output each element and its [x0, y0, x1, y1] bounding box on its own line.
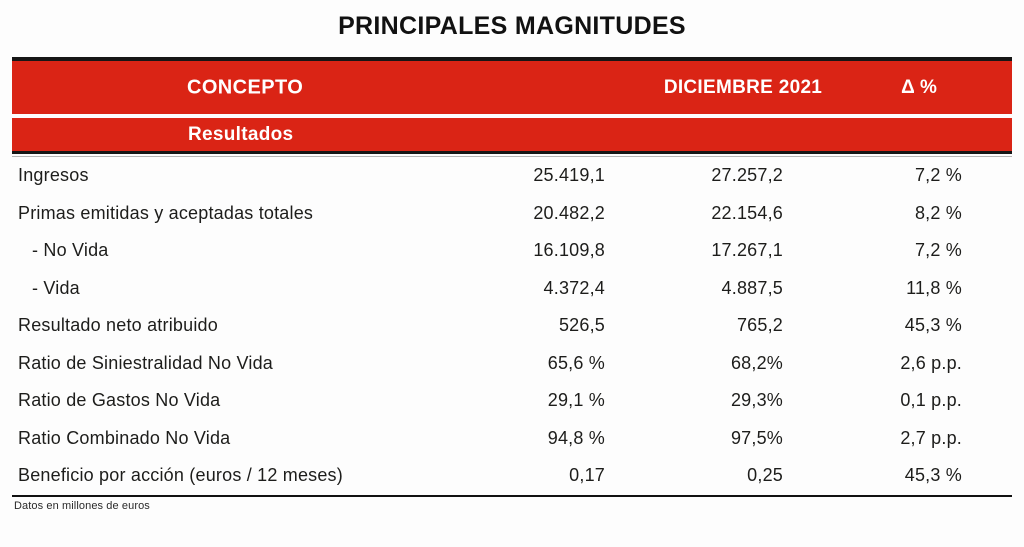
row-label: Ingresos — [18, 165, 89, 186]
row-value-col1: 4.372,4 — [543, 277, 605, 298]
row-label: Ratio Combinado No Vida — [18, 427, 231, 448]
row-delta: 45,3 % — [904, 465, 962, 486]
table-row — [12, 232, 1012, 270]
row-value-dic2021: 68,2% — [730, 352, 783, 373]
row-value-col1: 94,8 % — [547, 427, 605, 448]
row-value-dic2021: 765,2 — [736, 315, 783, 336]
section-label: Resultados — [188, 123, 294, 145]
table-row — [12, 420, 1012, 458]
table-row — [12, 157, 1012, 195]
row-label: Resultado neto atribuido — [18, 315, 218, 336]
table-row — [12, 345, 1012, 383]
row-delta: 2,6 p.p. — [900, 352, 962, 373]
page-title: PRINCIPALES MAGNITUDES — [338, 12, 686, 40]
header-concepto: CONCEPTO — [187, 76, 304, 98]
row-delta: 11,8 % — [906, 277, 962, 298]
table-row — [12, 195, 1012, 233]
row-label: - Vida — [32, 277, 80, 298]
footnote: Datos en millones de euros — [14, 499, 150, 512]
magnitudes-table — [12, 57, 1012, 512]
row-value-dic2021: 4.887,5 — [721, 277, 783, 298]
row-value-col1: 29,1 % — [547, 390, 605, 411]
section-row-resultados — [12, 118, 1012, 151]
row-label: Ratio de Gastos No Vida — [18, 390, 221, 411]
header-diciembre-2021: DICIEMBRE 2021 — [663, 76, 823, 98]
row-value-dic2021: 29,3% — [730, 390, 783, 411]
row-value-col1: 65,6 % — [547, 352, 605, 373]
row-value-col1: 20.482,2 — [533, 202, 605, 223]
row-value-col1: 526,5 — [558, 315, 605, 336]
row-value-dic2021: 22.154,6 — [711, 202, 783, 223]
row-label: Beneficio por acción (euros / 12 meses) — [18, 465, 343, 486]
row-value-dic2021: 17.267,1 — [711, 240, 783, 261]
row-label: - No Vida — [32, 240, 109, 261]
row-value-col1: 16.109,8 — [533, 240, 605, 261]
table-bottom-rule — [12, 495, 1012, 497]
table-row — [12, 382, 1012, 420]
table-row — [12, 270, 1012, 308]
row-value-dic2021: 27.257,2 — [711, 165, 783, 186]
row-delta: 0,1 p.p. — [900, 390, 962, 411]
table-row — [12, 457, 1012, 495]
row-label: Primas emitidas y aceptadas totales — [18, 202, 314, 223]
row-delta: 7,2 % — [914, 240, 962, 261]
row-label: Ratio de Siniestralidad No Vida — [18, 352, 274, 373]
row-delta: 8,2 % — [914, 202, 962, 223]
row-value-col1: 0,17 — [569, 465, 605, 486]
row-delta: 7,2 % — [914, 165, 962, 186]
table-body — [12, 157, 1012, 495]
row-value-col1: 25.419,1 — [533, 165, 605, 186]
row-value-dic2021: 97,5% — [730, 427, 783, 448]
slide-page — [0, 10, 1024, 547]
table-header-row — [12, 57, 1012, 114]
table-row — [12, 307, 1012, 345]
header-delta-percent: Δ % — [901, 76, 937, 98]
row-value-dic2021: 0,25 — [747, 465, 783, 486]
row-delta: 2,7 p.p. — [900, 427, 962, 448]
row-delta: 45,3 % — [904, 315, 962, 336]
